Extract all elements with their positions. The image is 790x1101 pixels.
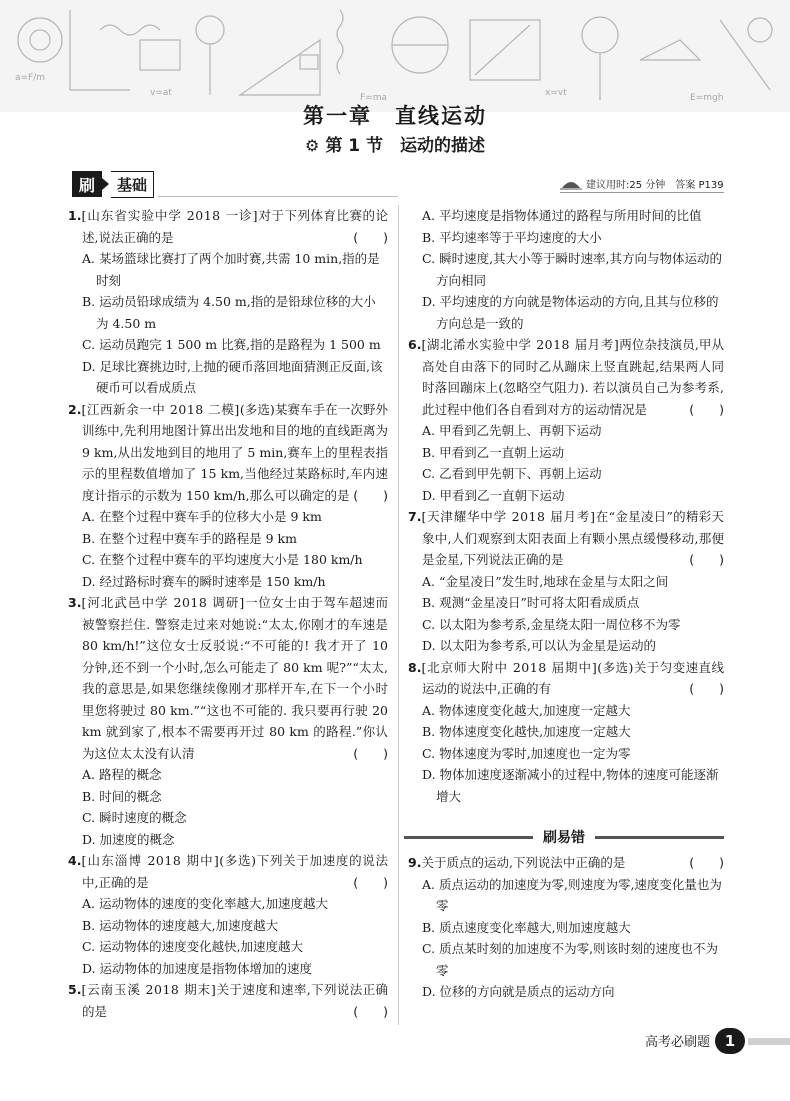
divider-bar-left bbox=[404, 836, 533, 839]
page-number: 1 bbox=[715, 1028, 745, 1054]
question-source: [云南玉溪 2018 期末] bbox=[81, 982, 217, 997]
answer-option: D. 位移的方向就是质点的运动方向 bbox=[422, 984, 615, 999]
answer-option: D. 以太阳为参考系,可以认为金星是运动的 bbox=[422, 638, 656, 653]
question-stem bbox=[68, 850, 388, 893]
footer-bar bbox=[748, 1038, 790, 1045]
question-number: 5. bbox=[68, 982, 82, 997]
answer-blank: ( ) bbox=[689, 855, 724, 870]
question-number: 3. bbox=[68, 595, 82, 610]
question bbox=[68, 205, 388, 399]
answer-option: C. 物体速度为零时,加速度也一定为零 bbox=[422, 745, 631, 761]
question-stem bbox=[408, 657, 724, 700]
answer-option: A. 平均速度是指物体通过的路程与所用时间的比值 bbox=[422, 208, 702, 223]
answer-blank: ( ) bbox=[353, 1003, 388, 1019]
answer-blank: ( ) bbox=[689, 552, 724, 567]
svg-text:x=vt: x=vt bbox=[545, 88, 567, 98]
question-text: 关于速度和速率,下列说法正确的是 bbox=[82, 982, 388, 1019]
question bbox=[68, 979, 388, 1022]
question bbox=[408, 506, 724, 657]
answer-option: D. 物体加速度逐渐减小的过程中,物体的速度可能逐渐增大 bbox=[422, 767, 719, 804]
section-label: 第 1 节 bbox=[325, 136, 383, 156]
svg-text:a=F/m: a=F/m bbox=[15, 73, 46, 83]
question-source: [山东淄博 2018 期中] bbox=[81, 853, 220, 868]
question-stem bbox=[408, 334, 724, 420]
answer-option: D. 运动物体的加速度是指物体增加的速度 bbox=[82, 960, 313, 976]
right-column-lower bbox=[408, 852, 724, 1003]
question bbox=[68, 592, 388, 850]
question bbox=[68, 399, 388, 593]
question bbox=[408, 205, 724, 334]
question-number: 1. bbox=[68, 208, 82, 223]
answer-blank: ( ) bbox=[689, 401, 724, 417]
question-text: 一位女士由于驾车超速而被警察拦住. 警察走过来对她说:“太太,你刚才的车速是 80 km/h!”这位女士反驳说:“不可能的! 我才开了 10 分钟,还不到一个小时,怎么可能走了 80 km 呢?”“太太,我的意思是,如果您继续像刚才那样开车,在下一个小时里您将驶过 80 km.”“这也不可能的. 我只要再行驶 20 km 就到家了,根本不需要再开过 80 km 的路程.”你认为这位太太没有认清 bbox=[82, 595, 388, 761]
question-text: (多选)某赛车手在一次野外训练中,先利用地图计算出出发地和目的地的直线距离为 9 km,从出发地到目的地用了 5 min,赛车上的里程表指示的里程数值增加了 15 km,当他经过某路标时,车内速度计指示的示数为 150 km/h,那么可以确定的是 bbox=[82, 401, 388, 503]
question-stem bbox=[68, 979, 388, 1022]
answer-option: A. 在整个过程中赛车手的位移大小是 9 km bbox=[82, 509, 322, 524]
question bbox=[408, 334, 724, 506]
section-divider bbox=[404, 827, 724, 847]
answer-option: A. 物体速度变化越大,加速度一定越大 bbox=[422, 702, 631, 718]
question bbox=[408, 657, 724, 808]
answer-blank: ( ) bbox=[353, 745, 388, 761]
question-number: 2. bbox=[68, 401, 82, 417]
question-number: 6. bbox=[408, 337, 422, 352]
answer-option: B. 观测“金星凌日”时可将太阳看成质点 bbox=[422, 595, 640, 610]
question-number: 7. bbox=[408, 509, 422, 524]
answer-blank: ( ) bbox=[353, 487, 388, 503]
answer-blank: ( ) bbox=[353, 229, 388, 245]
question-source: [江西新余一中 2018 二模] bbox=[81, 401, 240, 417]
question-text: (多选)下列关于加速度的说法中,正确的是 bbox=[82, 853, 388, 890]
ribbon-label: 基础 bbox=[111, 171, 154, 198]
answer-option: B. 时间的概念 bbox=[82, 788, 162, 804]
section-ribbon bbox=[72, 171, 154, 197]
question-number: 9. bbox=[408, 855, 422, 870]
answer-option: C. 质点某时刻的加速度不为零,则该时刻的速度也不为零 bbox=[422, 941, 719, 978]
answer-option: B. 运动员铅球成绩为 4.50 m,指的是铅球位移的大小为 4.50 m bbox=[82, 294, 376, 331]
answer-option: D. 加速度的概念 bbox=[82, 831, 175, 847]
answer-option: A. 某场篮球比赛打了两个加时赛,共需 10 min,指的是时刻 bbox=[82, 251, 380, 288]
answer-option: B. 甲看到乙一直朝上运动 bbox=[422, 444, 565, 460]
answer-option: A. 质点运动的加速度为零,则速度为零,速度变化量也为零 bbox=[422, 876, 722, 913]
question-stem bbox=[408, 852, 724, 874]
question-text: 两位杂技演员,甲从高处自由落下的同时乙从蹦床上竖直跳起,结果两人同时落回蹦床上(忽略空气阻力). 若以演员自己为参考系,此过程中他们各自看到对方的运动情况是 bbox=[422, 337, 724, 417]
answer-option: C. 瞬时速度,其大小等于瞬时速率,其方向与物体运动的方向相同 bbox=[422, 251, 723, 288]
ribbon-arrow-icon bbox=[102, 178, 109, 190]
chapter-title: 第一章 直线运动 bbox=[303, 104, 487, 128]
answer-option: A. “金星凌日”发生时,地球在金星与太阳之间 bbox=[422, 573, 669, 589]
ribbon-badge: 刷 bbox=[72, 171, 102, 197]
gear-icon: ⚙ bbox=[304, 136, 320, 155]
question-text: (多选)关于匀变速直线运动的说法中,正确的有 bbox=[422, 659, 724, 696]
answer-option: A. 甲看到乙先朝上、再朝下运动 bbox=[422, 423, 602, 438]
question-number: 4. bbox=[68, 853, 82, 868]
divider-label: 刷易错 bbox=[543, 830, 585, 846]
answer-option: B. 在整个过程中赛车手的路程是 9 km bbox=[82, 530, 297, 546]
svg-text:E=mgh: E=mgh bbox=[690, 93, 724, 103]
answer-option: C. 运动物体的速度变化越快,加速度越大 bbox=[82, 939, 304, 954]
time-note bbox=[560, 176, 724, 193]
physics-doodle-illustration bbox=[0, 0, 790, 112]
answer-blank: ( ) bbox=[689, 681, 724, 696]
question-number: 8. bbox=[408, 659, 422, 675]
question-text: 对于下列体育比赛的论述,说法正确的是 bbox=[82, 208, 388, 245]
question-text: 在“金星凌日”的精彩天象中,人们观察到太阳表面上有颗小黑点缓慢移动,那便是金星,下列说法正确的是 bbox=[422, 509, 725, 567]
answer-option: D. 经过路标时赛车的瞬时速率是 150 km/h bbox=[82, 573, 326, 589]
svg-text:v=at: v=at bbox=[150, 88, 172, 98]
ribbon-underline bbox=[158, 196, 398, 197]
question-source: [天津耀华中学 2018 届月考] bbox=[421, 509, 596, 524]
question-source: [北京师大附中 2018 届期中] bbox=[421, 659, 598, 675]
question-stem bbox=[68, 399, 388, 507]
answer-option: A. 运动物体的速度的变化率越大,加速度越大 bbox=[82, 896, 328, 911]
question-source: [湖北浠水实验中学 2018 届月考] bbox=[421, 337, 620, 352]
answer-option: D. 平均速度的方向就是物体运动的方向,且其与位移的方向总是一致的 bbox=[422, 294, 719, 331]
answer-blank: ( ) bbox=[353, 874, 388, 890]
answer-option: D. 甲看到乙一直朝下运动 bbox=[422, 487, 565, 503]
question-source: [河北武邑中学 2018 调研] bbox=[81, 595, 245, 610]
divider-bar-right bbox=[595, 836, 724, 839]
question-source: [山东省实验中学 2018 一诊] bbox=[81, 208, 258, 223]
svg-text:F=ma: F=ma bbox=[360, 93, 387, 103]
answer-option: B. 运动物体的速度越大,加速度越大 bbox=[82, 917, 279, 933]
answer-option: A. 路程的概念 bbox=[82, 767, 162, 782]
answer-option: B. 物体速度变化越快,加速度一定越大 bbox=[422, 724, 631, 739]
question bbox=[408, 852, 724, 1003]
section-title: 运动的描述 bbox=[400, 136, 485, 156]
footer-brand: 高考必刷题 bbox=[645, 1035, 711, 1050]
header-banner bbox=[0, 0, 790, 112]
right-column bbox=[408, 205, 724, 807]
answer-option: C. 在整个过程中赛车的平均速度大小是 180 km/h bbox=[82, 552, 363, 567]
time-note-text: 建议用时:25 分钟 答案 P139 bbox=[586, 180, 724, 191]
question-text: 关于质点的运动,下列说法中正确的是 bbox=[421, 855, 626, 870]
question-stem bbox=[408, 506, 724, 571]
answer-option: D. 足球比赛挑边时,上抛的硬币落回地面猜测正反面,该硬币可以看成质点 bbox=[82, 358, 383, 395]
answer-option: B. 质点速度变化率越大,则加速度越大 bbox=[422, 919, 631, 935]
answer-option: C. 瞬时速度的概念 bbox=[82, 810, 187, 825]
answer-option: C. 运动员跑完 1 500 m 比赛,指的是路程为 1 500 m bbox=[82, 337, 381, 352]
hat-icon bbox=[560, 178, 582, 190]
question-stem bbox=[68, 205, 388, 248]
column-divider bbox=[398, 205, 399, 1025]
answer-option: C. 以太阳为参考系,金星绕太阳一周位移不为零 bbox=[422, 616, 681, 632]
question-stem bbox=[68, 592, 388, 764]
answer-option: B. 平均速率等于平均速度的大小 bbox=[422, 229, 602, 245]
left-column bbox=[68, 205, 388, 1022]
section-heading bbox=[0, 131, 790, 156]
question bbox=[68, 850, 388, 979]
answer-option: C. 乙看到甲先朝下、再朝上运动 bbox=[422, 466, 602, 481]
